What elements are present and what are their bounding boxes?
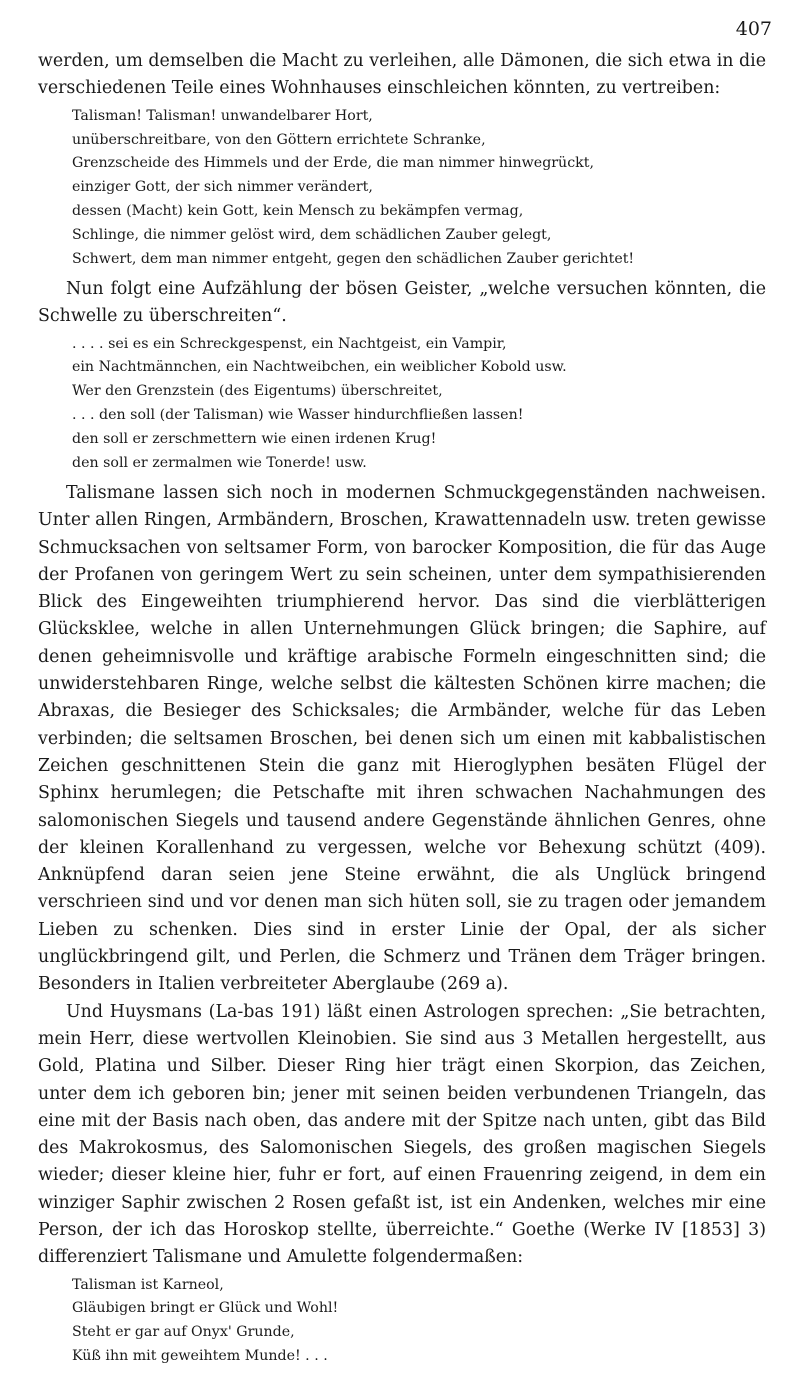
- quote-line: dessen (Macht) kein Gott, kein Mensch zu bekämpfen vermag,: [72, 203, 524, 220]
- quote-line: . . . den soll (der Talisman) wie Wasser hindurchfließen lassen!: [72, 407, 524, 424]
- quote-line: ein Nachtmännchen, ein Nachtweibchen, ein weiblicher Kobold usw.: [72, 359, 567, 376]
- paragraph-huysmans: Und Huysmans (La-bas 191) läßt einen Astrologen sprechen: „Sie betrachten, mein Herr, diese wertvollen Kleinobien. Sie sind aus 3 Metallen hergestellt, aus Gold, Platina und Silber. Dieser Ring hier trägt einen Skorpion, das Zeichen, unter dem ich geboren bin; jener mit seinen beiden verbundenen Triangeln, das eine mit der Basis nach oben, das andere mit der Spitze nach unten, gibt das Bild des Makrokosmus, des Salomonischen Siegels, des großen magischen Siegels wieder; dieser kleine hier, fuhr er fort, auf einen Frauenring zeigend, in dem ein winziger Saphir zwischen 2 Rosen gefaßt ist, ist ein Andenken, welches mir eine Person, der ich das Horoskop stellte, überreichte.“ Goethe (Werke IV [1853] 3) differenziert Talismane und Amulette folgendermaßen:: [38, 1001, 766, 1268]
- quote-line: Wer den Grenzstein (des Eigentums) überschreitet,: [72, 383, 443, 400]
- incantation-quote: [72, 105, 766, 272]
- quote-line: Schlinge, die nimmer gelöst wird, dem schädlichen Zauber gelegt,: [72, 227, 552, 244]
- goethe-quote: [72, 1274, 766, 1370]
- paragraph-intro: werden, um demselben die Macht zu verleihen, alle Dämonen, die sich etwa in die verschiedenen Teile eines Wohnhauses einschleichen könnten, zu vertreiben:: [38, 51, 767, 99]
- paragraph-spirits: Nun folgt eine Aufzählung der bösen Geister, „welche versuchen könnten, die Schwelle zu überschreiten“.: [38, 278, 766, 327]
- quote-line: Steht er gar auf Onyx' Grunde,: [72, 1324, 295, 1341]
- quote-line: Talisman! Talisman! unwandelbarer Hort,: [72, 107, 373, 124]
- page-content: [38, 48, 766, 1373]
- quote-line: . . . . sei es ein Schreckgespenst, ein Nachtgeist, ein Vampir,: [72, 335, 507, 352]
- quote-line: den soll er zermalmen wie Tonerde! usw.: [72, 455, 367, 472]
- quote-line: Grenzscheide des Himmels und der Erde, die man nimmer hinwegrückt,: [72, 155, 594, 172]
- paragraph-talismans: Talismane lassen sich noch in modernen Schmuckgegenständen nachweisen. Unter allen Ringen, Armbändern, Broschen, Krawattennadeln usw. treten gewisse Schmucksachen von seltsamer Form, von barocker Komposition, die für das Auge der Profanen von geringem Wert zu sein scheinen, unter dem sympathisierenden Blick des Eingeweihten triumphierend hervor. Das sind die vierblätterigen Glücksklee, welche in allen Unternehmungen Glück bringen; die Saphire, auf denen geheimnisvolle und kräftige arabische Formeln eingeschnitten sind; die unwiderstehbaren Ringe, welche selbst die kältesten Schönen kirre machen; die Abraxas, die Besieger des Schicksales; die Armbänder, welche für das Leben verbinden; die seltsamen Broschen, bei denen sich um einen mit kabbalistischen Zeichen geschnittenen Stein die ganz mit Hieroglyphen besäten Flügel der Sphinx herumlegen; die Petschafte mit ihren schwachen Nachahmungen des salomonischen Siegels und tausend andere Gegenstände ähnlichen Genres, ohne der kleinen Korallenhand zu vergessen, welche vor Behexung schützt (409). Anknüpfend daran seien jene Steine erwähnt, die als Unglück bringend verschrieen sind und vor denen man sich hüten soll, sie zu tragen oder jemandem Lieben zu schenken. Dies sind in erster Linie der Opal, der als sicher unglückbringend gilt, und Perlen, die Schmerz und Tränen dem Träger bringen. Besonders in Italien verbreiteter Aberglaube (269 a).: [38, 482, 766, 995]
- page-number: 407: [735, 18, 772, 40]
- quote-line: Küß ihn mit geweihtem Munde! . . .: [72, 1348, 328, 1365]
- quote-line: einziger Gott, der sich nimmer verändert,: [72, 179, 373, 196]
- quote-line: Schwert, dem man nimmer entgeht, gegen den schädlichen Zauber gerichtet!: [72, 251, 635, 268]
- quote-line: den soll er zerschmettern wie einen irdenen Krug!: [72, 431, 437, 448]
- quote-line: unüberschreitbare, von den Göttern errichtete Schranke,: [72, 131, 486, 148]
- spirits-quote: [72, 333, 766, 476]
- quote-line: Gläubigen bringt er Glück und Wohl!: [72, 1300, 339, 1317]
- quote-line: Talisman ist Karneol,: [72, 1276, 224, 1293]
